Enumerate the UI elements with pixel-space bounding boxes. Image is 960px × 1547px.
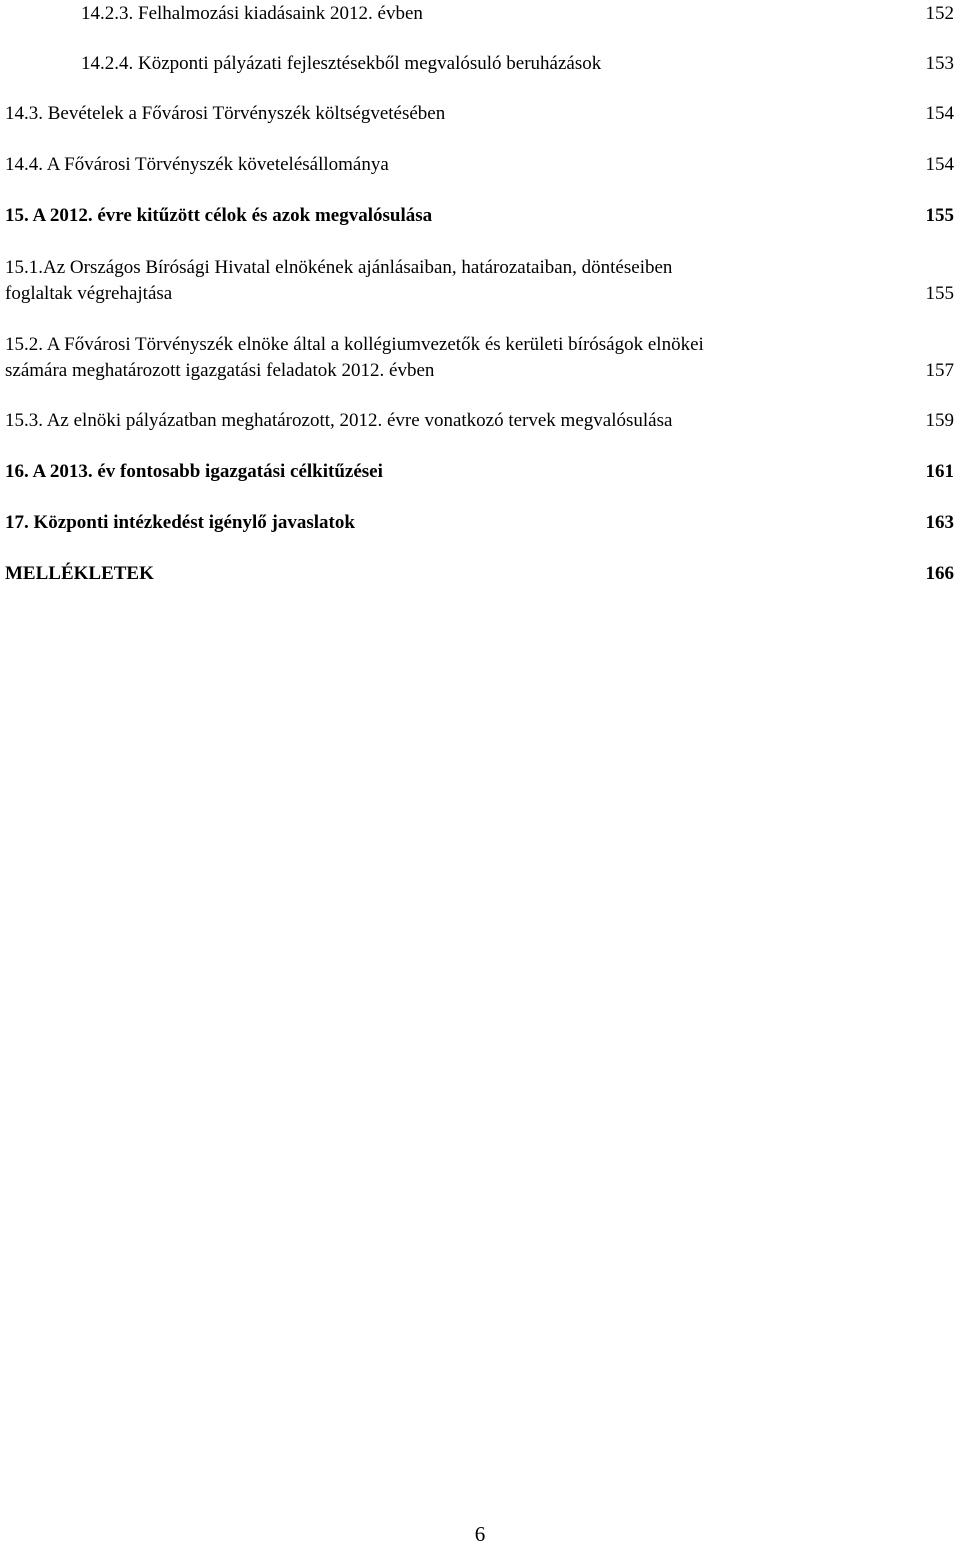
toc-entry-page: 159 — [925, 410, 954, 431]
toc-entry-title: 16. A 2013. év fontosabb igazgatási célkitűzései — [5, 461, 383, 482]
toc-entry-title-line1: 15.2. A Fővárosi Törvényszék elnöke által a kollégiumvezetők és kerületi bíróságok elnökei — [5, 334, 704, 355]
toc-entry-title: 17. Központi intézkedést igénylő javaslatok — [5, 512, 355, 533]
toc-entry-title: 14.2.4. Központi pályázati fejlesztésekből megvalósuló beruházások — [81, 53, 602, 74]
toc-entry-page: 154 — [925, 154, 954, 175]
toc-entry-title: 14.4. A Fővárosi Törvényszék követelésállománya — [5, 154, 389, 175]
toc-entry-page: 155 — [925, 205, 954, 226]
toc-entry-page: 152 — [925, 3, 954, 24]
toc-entry-title-line2: foglaltak végrehajtása — [5, 283, 173, 304]
toc-entry-page: 166 — [925, 563, 954, 584]
toc-entry-title-line2: számára meghatározott igazgatási feladatok 2012. évben — [5, 360, 435, 381]
toc-entry-page: 163 — [925, 512, 954, 533]
toc-entry-page: 157 — [925, 360, 954, 381]
page-number: 6 — [474, 1522, 486, 1546]
toc-entry-title: MELLÉKLETEK — [5, 563, 154, 584]
toc-entry-page: 154 — [925, 103, 954, 124]
toc-entry-title: 15.3. Az elnöki pályázatban meghatározott, 2012. évre vonatkozó tervek megvalósulása — [5, 410, 673, 431]
toc-entry-page: 155 — [925, 283, 954, 304]
toc-entry-page: 161 — [925, 461, 954, 482]
toc-entry-title: 14.3. Bevételek a Fővárosi Törvényszék költségvetésében — [5, 103, 446, 124]
toc-entry-page: 153 — [925, 53, 954, 74]
toc-entry-title: 14.2.3. Felhalmozási kiadásaink 2012. évben — [81, 3, 423, 24]
toc-entry-title-line1: 15.1.Az Országos Bírósági Hivatal elnökének ajánlásaiban, határozataiban, döntéseiben — [5, 257, 673, 278]
toc-entry-title: 15. A 2012. évre kitűzött célok és azok megvalósulása — [5, 205, 433, 226]
